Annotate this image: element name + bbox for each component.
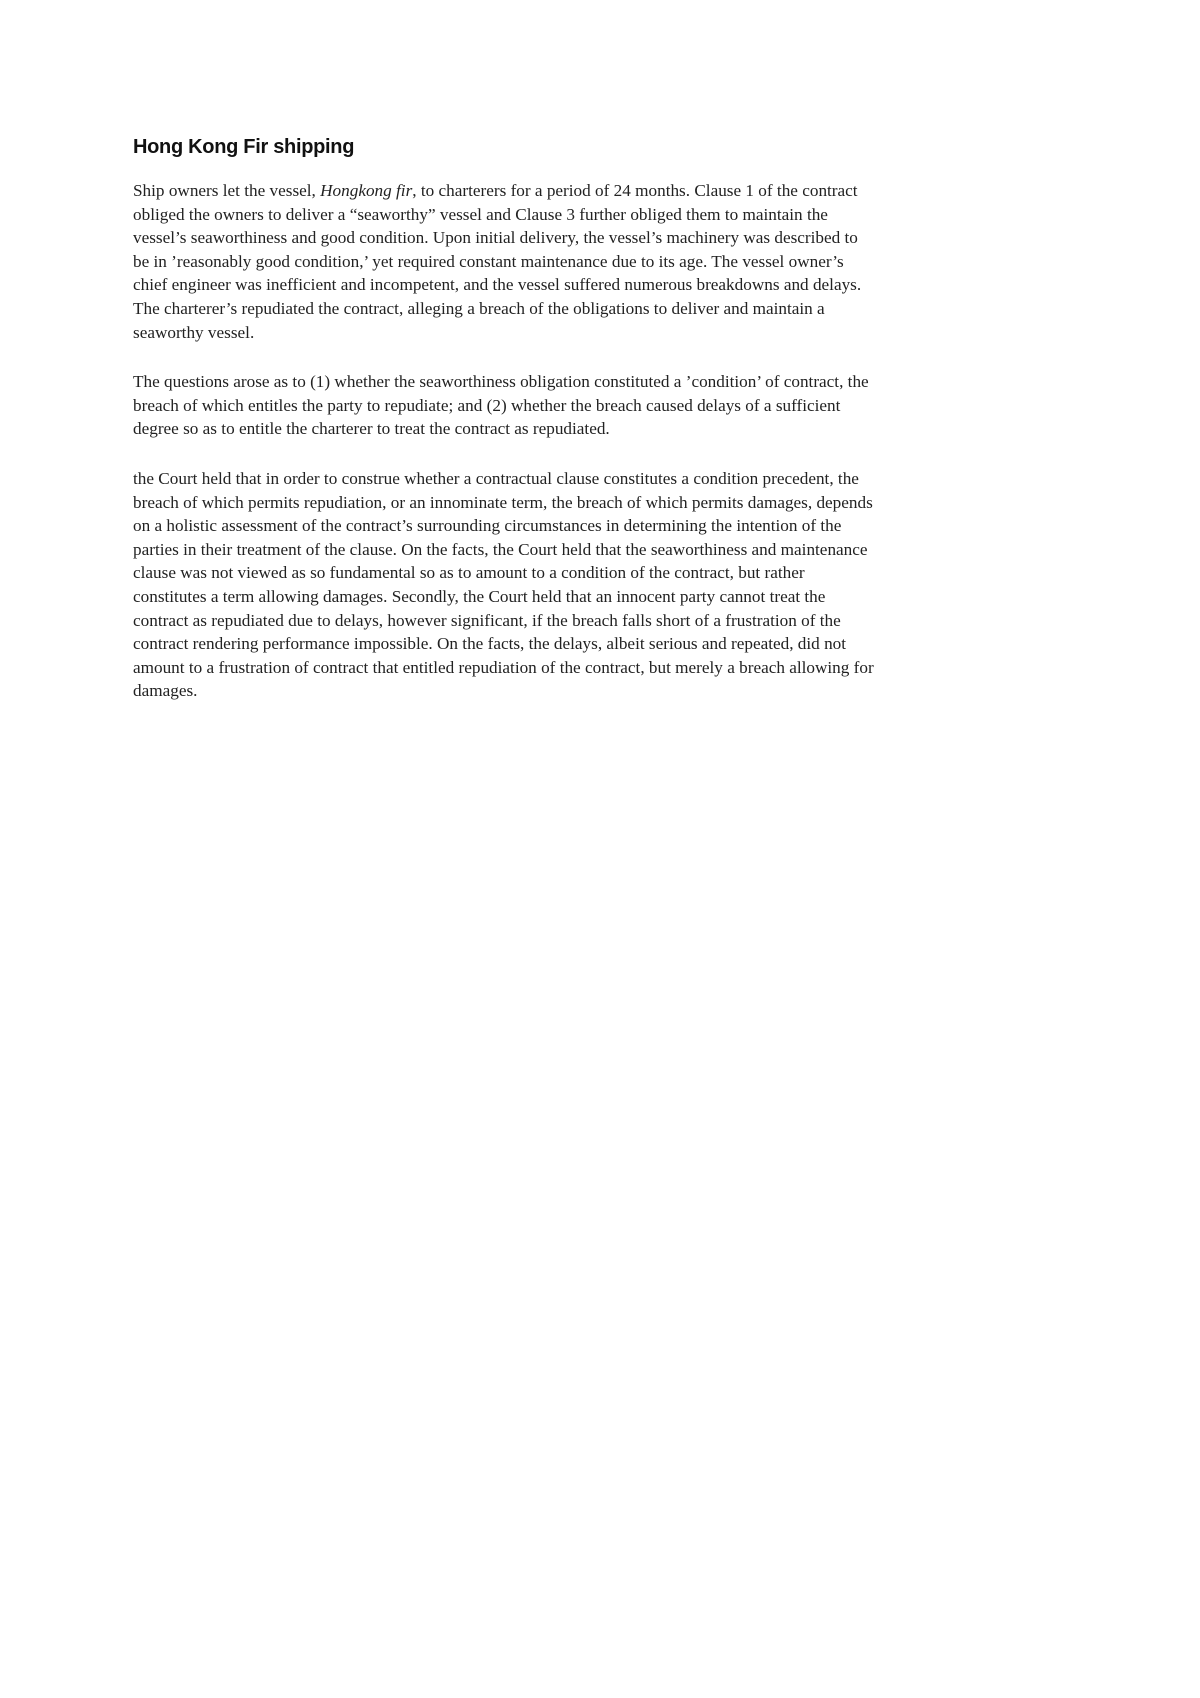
- text-line: damages.: [133, 681, 198, 701]
- text-line: [133, 179, 1013, 203]
- text-line: breach of which entitles the party to repudiate; and (2) whether the breach caused delays of a sufficient: [133, 395, 841, 415]
- document-page: [133, 136, 1013, 729]
- text-line: amount to a frustration of contract that entitled repudiation of the contract, but merely a breach allowing for: [133, 657, 874, 677]
- text-line: on a holistic assessment of the contract’s surrounding circumstances in determining the intention of the: [133, 516, 842, 536]
- paragraph-holding: [133, 467, 1013, 703]
- text-line: the Court held that in order to construe whether a contractual clause constitutes a condition precedent, the: [133, 468, 859, 488]
- text-line: obliged the owners to deliver a “seaworthy” vessel and Clause 3 further obliged them to maintain the: [133, 204, 828, 224]
- document-title: Hong Kong Fir shipping: [133, 136, 355, 158]
- vessel-name-italic: Hongkong fir: [320, 181, 413, 200]
- text-line: constitutes a term allowing damages. Secondly, the Court held that an innocent party cannot treat the: [133, 586, 826, 606]
- text-line: seaworthy vessel.: [133, 322, 255, 342]
- text-line: chief engineer was inefficient and incompetent, and the vessel suffered numerous breakdowns and delays.: [133, 275, 862, 295]
- paragraph-facts: [133, 179, 1013, 344]
- text-line: clause was not viewed as so fundamental so as to amount to a condition of the contract, but rather: [133, 563, 805, 583]
- text-line: contract as repudiated due to delays, however significant, if the breach falls short of a frustration of the: [133, 610, 841, 630]
- text-line: The charterer’s repudiated the contract, alleging a breach of the obligations to deliver and maintain a: [133, 298, 825, 318]
- text-run: Ship owners let the vessel,: [133, 181, 321, 200]
- text-line: breach of which permits repudiation, or an innominate term, the breach of which permits damages, depends: [133, 492, 873, 512]
- text-line: degree so as to entitle the charterer to treat the contract as repudiated.: [133, 419, 610, 439]
- text-line: parties in their treatment of the clause. On the facts, the Court held that the seaworthiness and maintenance: [133, 539, 868, 559]
- text-line: be in ’reasonably good condition,’ yet required constant maintenance due to its age. The vessel owner’s: [133, 251, 844, 271]
- text-line: vessel’s seaworthiness and good condition. Upon initial delivery, the vessel’s machinery was described to: [133, 228, 858, 248]
- text-line: The questions arose as to (1) whether the seaworthiness obligation constituted a ’condition’ of contract, the: [133, 372, 869, 392]
- text-line: contract rendering performance impossible. On the facts, the delays, albeit serious and repeated, did not: [133, 634, 847, 654]
- paragraph-questions: [133, 370, 1013, 441]
- text-run: , to charterers for a period of 24 months. Clause 1 of the contract: [412, 181, 858, 200]
